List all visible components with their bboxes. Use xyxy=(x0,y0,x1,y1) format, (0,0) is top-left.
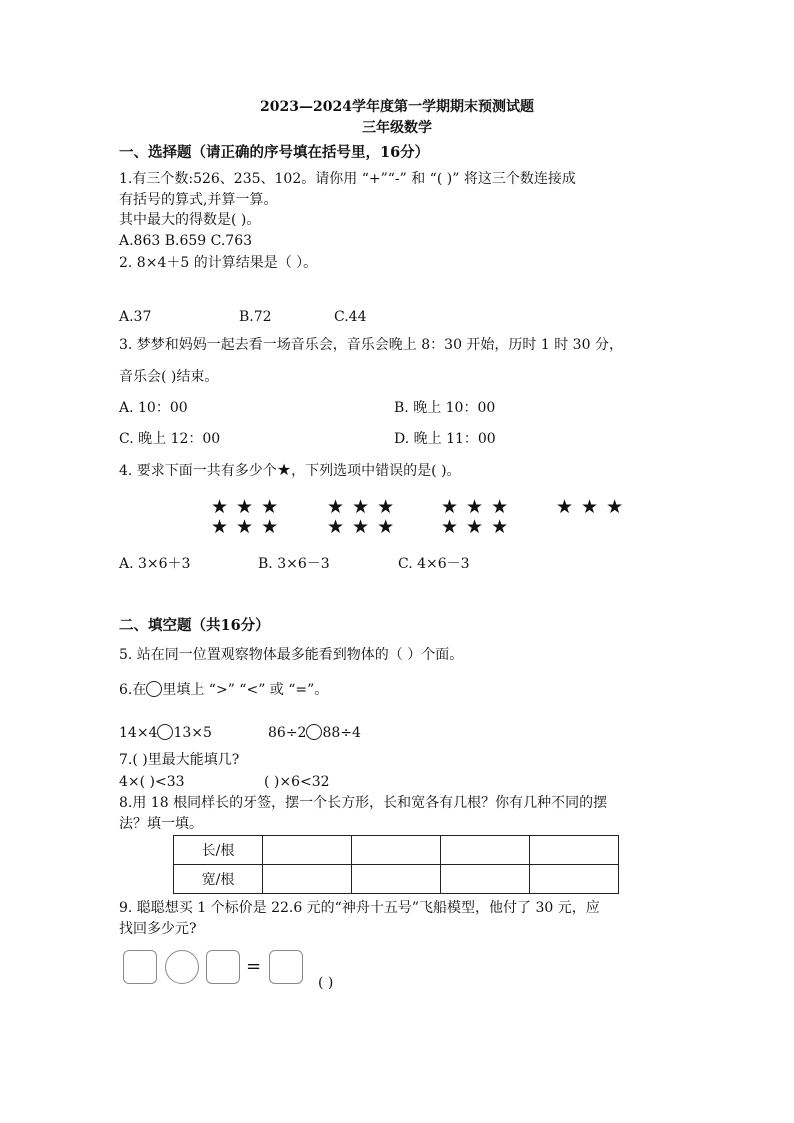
q3-line1: 3. 梦梦和妈妈一起去看一场音乐会，音乐会晚上 8：30 开始，历时 1 时 30 分， xyxy=(119,337,623,353)
q2-option-a: A.37 xyxy=(119,309,152,325)
table-row xyxy=(174,865,619,894)
q8-line2: 法？填一填。 xyxy=(119,816,203,832)
q2-option-b: B.72 xyxy=(239,309,272,325)
q9-line2: 找回多少元? xyxy=(119,921,197,937)
q9-line1: 9. 聪聪想买 1 个标价是 22.6 元的“神舟十五号”飞船模型，他付了 30 元，应 xyxy=(119,900,600,916)
table-row xyxy=(174,836,619,865)
q6-expression-1 xyxy=(119,724,212,740)
q4-stem xyxy=(119,462,461,478)
star-group-2-bottom: ★★★ xyxy=(327,516,403,538)
compare-circle-1[interactable] xyxy=(157,724,173,740)
q1-line2: 有括号的算式,并算一算。 xyxy=(119,192,278,208)
q4-option-a: A. 3×6＋3 xyxy=(119,556,191,572)
circle-blank-icon xyxy=(146,681,162,697)
star-group-1-bottom: ★★★ xyxy=(211,516,287,538)
q6-expr1-left: 14×4 xyxy=(119,725,158,741)
q6-expression-2 xyxy=(268,724,361,740)
equation-result-box[interactable] xyxy=(269,950,303,984)
q4-stem-pre: 4. 要求下面一共有多少个 xyxy=(119,463,277,479)
q3-line2: 音乐会( )结束。 xyxy=(119,369,219,385)
page-title: 2023—2024学年度第一学期期末预测试题 xyxy=(260,99,534,115)
q7-expression-2: ( )×6<32 xyxy=(264,774,330,790)
star-group-2-top: ★★★ xyxy=(327,496,403,518)
q1-options: A.863 B.659 C.763 xyxy=(119,233,253,249)
q5-stem: 5. 站在同一位置观察物体最多能看到物体的（ ）个面。 xyxy=(119,647,464,663)
q8-line1: 8.用 18 根同样长的牙签，摆一个长方形，长和宽各有几根？你有几种不同的摆 xyxy=(119,795,608,811)
q4-option-b: B. 3×6－3 xyxy=(258,556,330,572)
q3-option-a: A. 10：00 xyxy=(119,400,188,416)
q7-stem: 7.( )里最大能填几? xyxy=(119,752,240,768)
q4-stem-post: ，下列选项中错误的是( )。 xyxy=(291,463,461,479)
page-subtitle: 三年级数学 xyxy=(362,120,432,136)
table-cell[interactable] xyxy=(441,836,530,865)
row-label-length: 长/根 xyxy=(174,836,263,865)
compare-circle-2[interactable] xyxy=(306,724,322,740)
equation-box-2[interactable] xyxy=(206,950,240,984)
equation-operator-circle[interactable] xyxy=(165,950,199,984)
star-group-4-top: ★★★ xyxy=(556,496,632,518)
table-cell[interactable] xyxy=(441,865,530,894)
table-cell[interactable] xyxy=(263,836,352,865)
star-group-1-top: ★★★ xyxy=(211,496,287,518)
row-label-width: 宽/根 xyxy=(174,865,263,894)
q6-expr2-left: 86÷2 xyxy=(268,725,307,741)
star-icon: ★ xyxy=(276,460,292,479)
q1-line1: 1.有三个数:526、235、102。请你用 “+”“-” 和 “( )” 将这三个数连接成 xyxy=(119,171,576,187)
table-cell[interactable] xyxy=(352,836,441,865)
q6-stem xyxy=(119,681,328,697)
table-cell[interactable] xyxy=(530,865,619,894)
section-heading-choice: 一、选择题（请正确的序号填在括号里，16分） xyxy=(119,144,430,161)
toothpick-table xyxy=(173,835,619,894)
q6-stem-pre: 6.在 xyxy=(119,682,147,698)
table-cell[interactable] xyxy=(352,865,441,894)
star-group-3-top: ★★★ xyxy=(441,496,517,518)
q4-option-c: C. 4×6－3 xyxy=(398,556,470,572)
q1-line3: 其中最大的得数是( )。 xyxy=(119,212,261,228)
q6-expr1-right: 13×5 xyxy=(173,725,212,741)
q3-option-b: B. 晚上 10：00 xyxy=(394,400,496,416)
star-group-3-bottom: ★★★ xyxy=(441,516,517,538)
q2-stem: 2. 8×4＋5 的计算结果是（ ）。 xyxy=(119,255,318,271)
q3-option-c: C. 晚上 12：00 xyxy=(119,431,221,447)
q9-answer-paren: ( ) xyxy=(318,975,334,991)
table-cell[interactable] xyxy=(263,865,352,894)
equals-sign: = xyxy=(246,956,262,977)
equation-box-1[interactable] xyxy=(123,950,157,984)
q6-stem-post: 里填上 “>” “<” 或 “=”。 xyxy=(162,682,329,698)
table-cell[interactable] xyxy=(530,836,619,865)
q7-expression-1: 4×( )<33 xyxy=(119,774,185,790)
section-heading-fill: 二、填空题（共16分） xyxy=(119,617,270,634)
q3-option-d: D. 晚上 11：00 xyxy=(394,431,496,447)
q2-option-c: C.44 xyxy=(334,309,367,325)
q6-expr2-right: 88÷4 xyxy=(322,725,361,741)
